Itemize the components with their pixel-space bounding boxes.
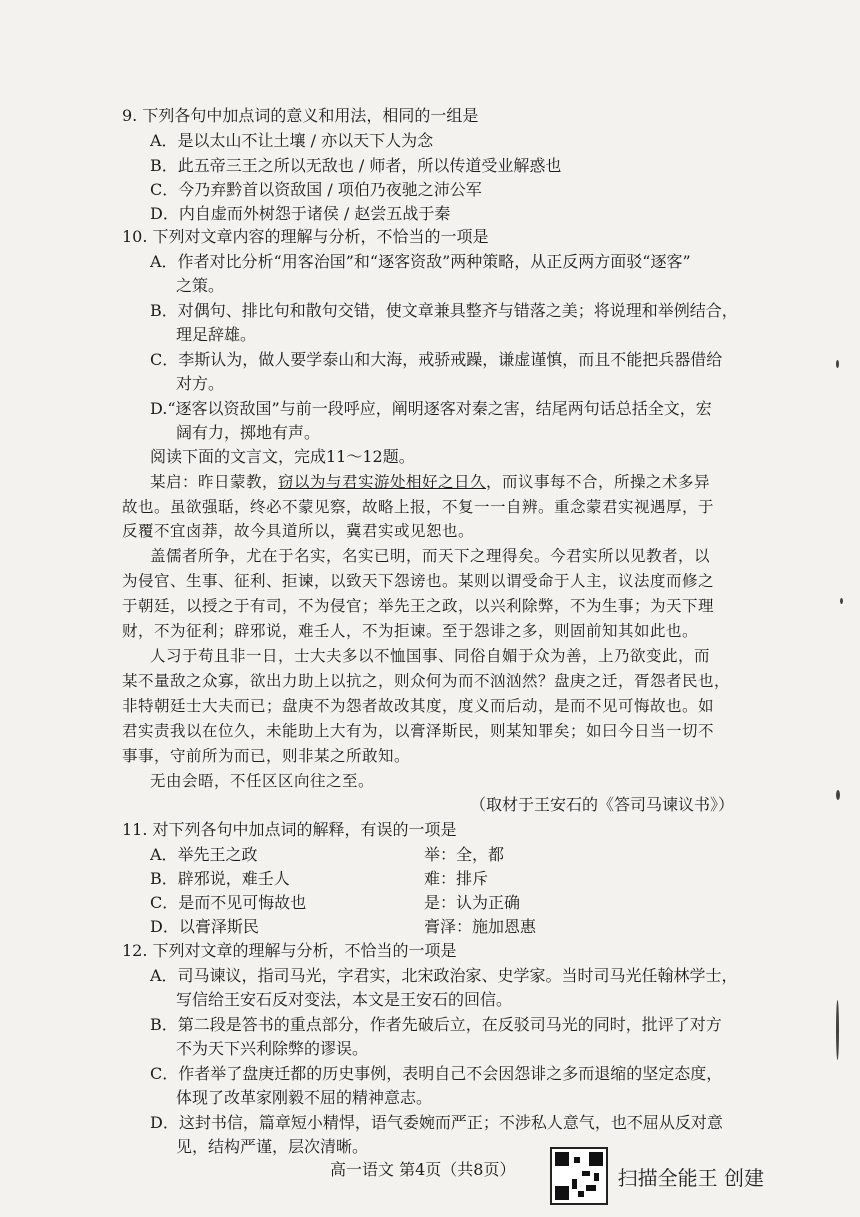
q11-option-d: D．以膏泽斯民 <box>150 917 259 936</box>
q10-line: 理足辞雄。 <box>176 325 257 344</box>
q11-option-c-gloss: 是：认为正确 <box>424 893 521 912</box>
q11-option-b: B．辟邪说，难壬人 <box>150 869 290 888</box>
passage-line: 于朝廷，以授之于有司，不为侵官；举先王之政，以兴利除弊，不为生事；为天下理 <box>122 597 715 615</box>
q11-option-d-gloss: 膏泽：施加恩惠 <box>424 917 537 936</box>
q9-option-b: B．此五帝三王之所以无敌也 / 师者，所以传道受业解惑也 <box>150 156 562 175</box>
passage-p1-first <box>150 472 710 492</box>
q10-line: B．对偶句、排比句和散句交错，使文章兼具整齐与错落之美；将说理和举例结合， <box>150 301 738 320</box>
q10-line: 对方。 <box>176 374 225 393</box>
passage-line: 故也。虽欲强聒，终必不蒙见察，故略上报，不复一一自辨。重念蒙君实视遇厚，于 <box>122 498 715 516</box>
watermark-text: 扫描全能王 创建 <box>617 1165 764 1190</box>
passage-line: 为侵官、生事、征利、拒谏，以致天下怨谤也。某则以谓受命于人主，议法度而修之 <box>122 572 715 590</box>
passage-p1-start: 某启：昨日蒙教， <box>150 473 279 491</box>
passage-line: 君实责我以在位久，未能助上大有为，以膏泽斯民，则某知罪矣；如曰今日当一切不 <box>122 722 715 740</box>
passage-line: 事事，守前所为而已，则非某之所敢知。 <box>122 747 411 765</box>
q12-line: 体现了改革家刚毅不屈的精神意志。 <box>176 1088 433 1107</box>
q12-line: C．作者举了盘庚迁都的历史事例，表明自己不会因怨诽之多而退缩的坚定态度， <box>150 1064 723 1083</box>
q9-option-c: C．今乃弃黔首以资敌国 / 项伯乃夜驰之沛公军 <box>150 180 482 199</box>
q9-option-a: A．是以太山不让土壤 / 亦以天下人为念 <box>150 131 434 150</box>
passage-closing: 无由会晤，不任区区向往之至。 <box>150 772 375 790</box>
scanner-watermark <box>550 1147 764 1205</box>
passage-intro: 阅读下面的文言文，完成11～12题。 <box>150 447 415 466</box>
scan-speck <box>836 360 839 368</box>
page-footer: 高一语文 第4页（共8页） <box>330 1160 516 1179</box>
q12-line: B．第二段是答书的重点部分，作者先破后立，在反驳司马光的同时，批评了对方 <box>150 1015 722 1034</box>
scan-speck <box>840 598 843 604</box>
q10-line: D.“逐客以资敌国”与前一段呼应，阐明逐客对秦之害，结尾两句话总括全文，宏 <box>150 399 712 418</box>
q12-stem: 12. 下列对文章的理解与分析，不恰当的一项是 <box>122 941 457 960</box>
passage-line: 反覆不宜卤莽，故今具道所以，冀君实或见恕也。 <box>122 522 475 540</box>
q10-stem: 10. 下列对文章内容的理解与分析，不恰当的一项是 <box>122 227 489 246</box>
q11-option-b-gloss: 难：排斥 <box>424 869 489 888</box>
passage-underlined-sentence: 窃以为与君实游处相好之日久 <box>278 473 487 491</box>
q12-line: 见，结构严谨，层次清晰。 <box>176 1137 369 1156</box>
q12-line: D．这封书信，篇章短小精悍，语气委婉而严正；不涉私人意气，也不屈从反对意 <box>150 1113 723 1132</box>
q10-line: A．作者对比分析“用客治国”和“逐客资敌”两种策略，从正反两方面驳“逐客” <box>150 252 691 271</box>
q11-option-a-gloss: 举：全，都 <box>424 845 505 864</box>
passage-line: 某不量敌之众寡，欲出力助上以抗之，则众何为而不汹汹然？盘庚之迁，胥怨者民也， <box>122 672 731 690</box>
passage-line: 盖儒者所争，尤在于名实，名实已明，而天下之理得矣。今君实所以见教者，以 <box>150 547 711 565</box>
scan-edge-mark <box>836 1000 839 1060</box>
qr-code-icon <box>550 1147 608 1205</box>
q9-option-d: D．内自虚而外树怨于诸侯 / 赵尝五战于秦 <box>150 204 451 223</box>
q12-line: A．司马谏议，指司马光，字君实，北宋政治家、史学家。当时司马光任翰林学士， <box>150 966 738 985</box>
q12-line: 写信给王安石反对变法，本文是王安石的回信。 <box>176 990 513 1009</box>
q11-stem: 11. 对下列各句中加点词的解释，有误的一项是 <box>122 820 457 839</box>
q11-option-c: C．是而不见可悔故也 <box>150 893 307 912</box>
q10-line: 之策。 <box>176 276 225 295</box>
q10-line: C．李斯认为，做人要学泰山和大海，戒骄戒躁，谦虚谨慎，而且不能把兵器借给 <box>150 350 723 369</box>
scan-speck <box>836 790 840 800</box>
passage-line: 人习于苟且非一日，士大夫多以不恤国事、同俗自媚于众为善，上乃欲变此，而 <box>150 647 711 665</box>
passage-p1-end: ，而议事每不合，所操之术多异 <box>486 473 711 491</box>
q11-option-a: A．举先王之政 <box>150 845 258 864</box>
q10-line: 阔有力，掷地有声。 <box>176 423 321 442</box>
q12-line: 不为天下兴利除弊的谬误。 <box>176 1039 369 1058</box>
passage-line: 非特朝廷士大夫而已；盘庚不为怨者故改其度，度义而后动，是而不见可悔故也。如 <box>122 697 715 715</box>
passage-source: （取材于王安石的《答司马谏议书》） <box>470 795 735 814</box>
passage-line: 财，不为征利；辟邪说，难壬人，不为拒谏。至于怨诽之多，则固前知其如此也。 <box>122 622 699 640</box>
q9-stem: 9. 下列各句中加点词的意义和用法，相同的一组是 <box>122 106 479 125</box>
